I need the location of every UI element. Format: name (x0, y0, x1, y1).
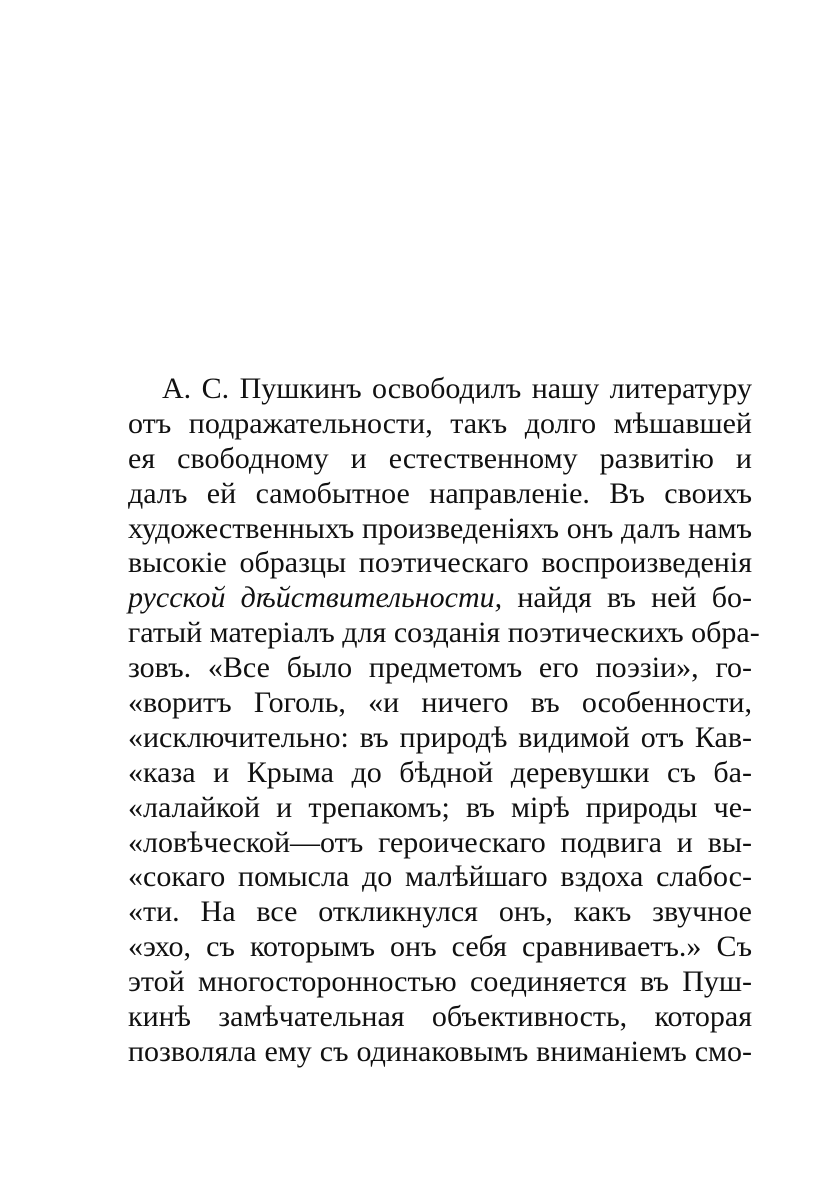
text-line: ея свободному и естественному развитію и (128, 441, 752, 475)
text-line: позволяла ему съ одинаковымъ вниманіемъ смо- (128, 1034, 752, 1068)
text-line: «каза и Крыма до бѣдной деревушки съ ба- (128, 755, 752, 789)
text-line: художественныхъ произведеніяхъ онъ далъ намъ (128, 511, 752, 545)
text-line: далъ ей самобытное направленіе. Въ своихъ (128, 476, 752, 510)
text-line: кинѣ замѣчательная объективность, которая (128, 1000, 752, 1034)
text-line: «эхо, съ которымъ онъ себя сравниваетъ.» Съ (128, 930, 752, 964)
text-line: «сокаго помысла до малѣйшаго вздоха слабос- (128, 860, 752, 894)
text-line: этой многосторонностью соединяется въ Пуш- (128, 965, 752, 999)
text-line: «лалайкой и трепакомъ; въ мірѣ природы че- (128, 790, 752, 824)
text-line: гатый матеріалъ для созданія поэтическихъ обра- (128, 616, 760, 650)
text-line: отъ подражательности, такъ долго мѣшавшей (128, 406, 752, 440)
emphasized-phrase: русской дѣйствительности, (128, 581, 503, 615)
text-line-rest: найдя въ ней бо- (517, 581, 752, 615)
text-line: «исключительно: въ природѣ видимой отъ Кав- (128, 720, 752, 754)
text-line: зовъ. «Все было предметомъ его поэзіи», го- (128, 651, 752, 685)
text-line: «воритъ Гоголь, «и ничего въ особенности, (128, 686, 752, 720)
text-line: «ловѣческой—отъ героическаго подвига и вы- (128, 825, 752, 859)
text-line: А. С. Пушкинъ освободилъ нашу литературу (162, 372, 752, 405)
text-line-with-emphasis (128, 581, 752, 616)
text-line: «ти. На все откликнулся онъ, какъ звучное (128, 895, 752, 929)
body-paragraph (128, 372, 760, 1070)
text-line: высокіе образцы поэтическаго воспроизведенія (128, 546, 752, 580)
